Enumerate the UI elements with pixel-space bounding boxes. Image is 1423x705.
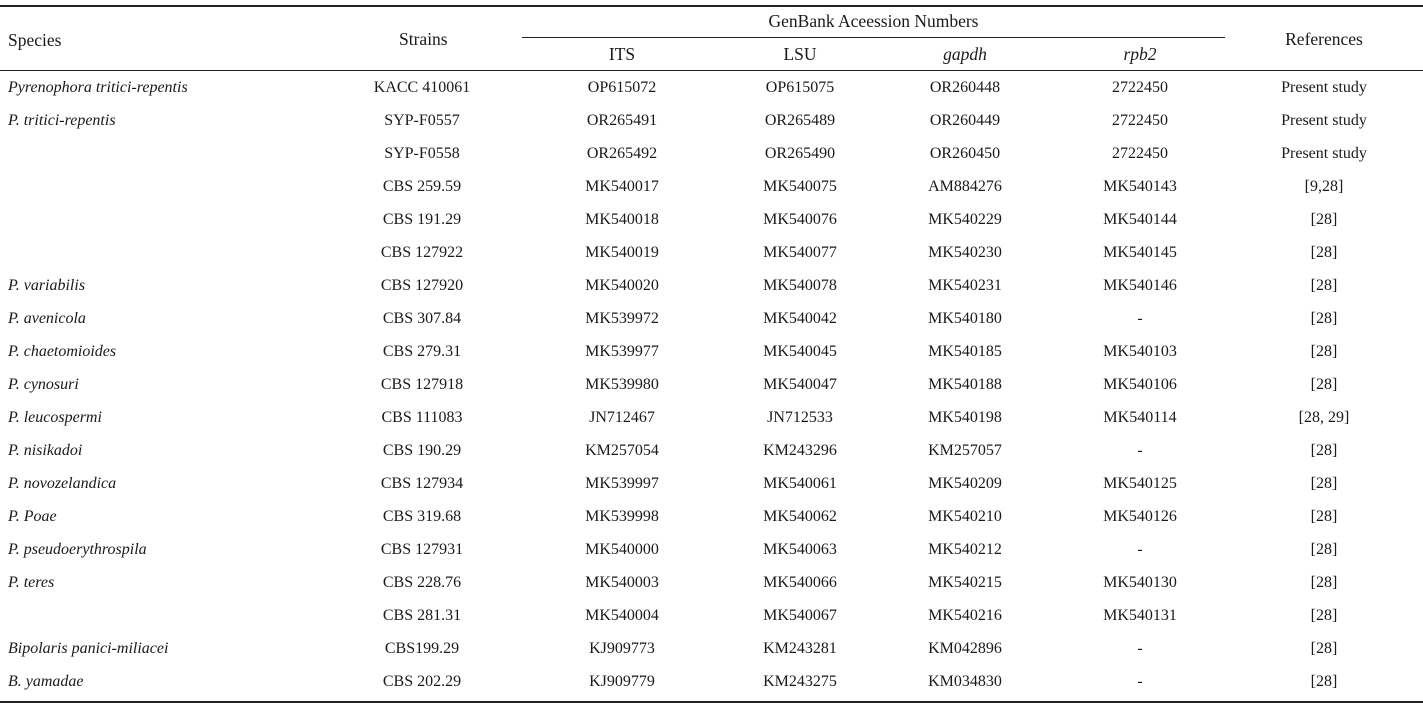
table-row [0, 369, 1423, 402]
bottom-rule [0, 701, 1423, 703]
cell-its: MK540003 [585, 574, 659, 591]
cell-rpb2: MK540126 [1103, 508, 1177, 525]
cell-lsu: OP615075 [765, 79, 835, 96]
header-strains: Strains [399, 29, 448, 49]
cell-species: P. cynosuri [8, 376, 79, 393]
cell-gapdh: MK540216 [928, 607, 1002, 624]
cell-gapdh: MK540198 [928, 409, 1002, 426]
cell-its: KJ909773 [589, 640, 655, 657]
cell-its: MK540000 [585, 541, 659, 558]
cell-rpb2: MK540143 [1103, 178, 1177, 195]
cell-rpb2: - [1137, 541, 1143, 558]
cell-lsu: JN712533 [767, 409, 833, 426]
table-row [0, 468, 1423, 501]
cell-gapdh: MK540230 [928, 244, 1002, 261]
cell-reference: [9,28] [1304, 178, 1344, 195]
cell-reference: [28] [1310, 244, 1338, 261]
cell-lsu: KM243275 [763, 673, 837, 690]
header-rpb2: rpb2 [1123, 44, 1157, 64]
table-row [0, 435, 1423, 468]
cell-rpb2: 2722450 [1112, 112, 1168, 129]
cell-rpb2: MK540103 [1103, 343, 1177, 360]
cell-species: B. yamadae [8, 673, 84, 690]
cell-gapdh: MK540210 [928, 508, 1002, 525]
cell-rpb2: - [1137, 442, 1143, 459]
cell-strain: CBS 279.31 [382, 343, 462, 360]
cell-gapdh: MK540209 [928, 475, 1002, 492]
cell-species: P. novozelandica [8, 475, 117, 492]
cell-lsu: MK540075 [763, 178, 837, 195]
cell-reference: [28, 29] [1298, 409, 1350, 426]
cell-reference: [28] [1310, 442, 1338, 459]
cell-rpb2: MK540146 [1103, 277, 1177, 294]
cell-species: P. tritici-repentis [8, 112, 116, 129]
cell-lsu: MK540078 [763, 277, 837, 294]
table-row [0, 633, 1423, 666]
cell-gapdh: MK540180 [928, 310, 1002, 327]
cell-rpb2: MK540144 [1103, 211, 1177, 228]
table-row [0, 171, 1423, 204]
cell-rpb2: 2722450 [1112, 79, 1168, 96]
cell-its: MK540004 [585, 607, 659, 624]
cell-gapdh: MK540212 [928, 541, 1002, 558]
cell-species: P. variabilis [8, 277, 86, 294]
table-row [0, 567, 1423, 600]
cell-rpb2: MK540130 [1103, 574, 1177, 591]
cell-strain: CBS 191.29 [382, 211, 462, 228]
cell-reference: [28] [1310, 673, 1338, 690]
cell-lsu: MK540076 [763, 211, 837, 228]
cell-lsu: KM243296 [763, 442, 837, 459]
cell-gapdh: OR260448 [929, 79, 1001, 96]
cell-reference: Present study [1281, 112, 1367, 129]
cell-reference: Present study [1281, 145, 1367, 162]
table-row [0, 336, 1423, 369]
cell-strain: CBS 281.31 [382, 607, 462, 624]
header-genbank: GenBank Aceession Numbers [768, 11, 979, 31]
table-row [0, 72, 1423, 105]
cell-its: OR265491 [586, 112, 658, 129]
cell-gapdh: AM884276 [928, 178, 1002, 195]
cell-reference: [28] [1310, 277, 1338, 294]
table-row [0, 303, 1423, 336]
cell-its: MK539997 [585, 475, 659, 492]
cell-reference: [28] [1310, 211, 1338, 228]
cell-species: Pyrenophora tritici-repentis [8, 79, 188, 96]
header-species: Species [8, 30, 62, 50]
header-its: ITS [608, 44, 636, 64]
cell-strain: CBS 307.84 [382, 310, 462, 327]
cell-species: P. nisikadoi [8, 442, 83, 459]
cell-species: Bipolaris panici-miliacei [8, 640, 169, 657]
table-row [0, 270, 1423, 303]
cell-strain: CBS 202.29 [382, 673, 462, 690]
cell-its: JN712467 [589, 409, 655, 426]
cell-lsu: MK540042 [763, 310, 837, 327]
cell-strain: CBS 190.29 [382, 442, 462, 459]
cell-reference: [28] [1310, 574, 1338, 591]
cell-gapdh: MK540229 [928, 211, 1002, 228]
cell-lsu: OR265489 [764, 112, 836, 129]
cell-lsu: MK540062 [763, 508, 837, 525]
cell-lsu: MK540061 [763, 475, 837, 492]
header-rule [0, 70, 1423, 71]
cell-strain: CBS 259.59 [382, 178, 462, 195]
cell-its: KJ909779 [589, 673, 655, 690]
table-row [0, 666, 1423, 699]
cell-reference: [28] [1310, 343, 1338, 360]
cell-strain: CBS 127934 [380, 475, 464, 492]
cell-gapdh: OR260450 [929, 145, 1001, 162]
cell-reference: [28] [1310, 640, 1338, 657]
cell-strain: CBS 228.76 [382, 574, 462, 591]
header-lsu: LSU [783, 44, 817, 64]
cell-strain: CBS 319.68 [382, 508, 462, 525]
cell-its: MK539977 [585, 343, 659, 360]
cell-gapdh: MK540231 [928, 277, 1002, 294]
cell-reference: [28] [1310, 310, 1338, 327]
cell-species: P. leucospermi [8, 409, 102, 426]
cell-rpb2: MK540125 [1103, 475, 1177, 492]
cell-gapdh: KM034830 [928, 673, 1002, 690]
cell-species: P. teres [8, 574, 55, 591]
cell-its: KM257054 [585, 442, 659, 459]
cell-its: MK540018 [585, 211, 659, 228]
cell-reference: [28] [1310, 508, 1338, 525]
cell-strain: CBS199.29 [384, 640, 460, 657]
cell-gapdh: KM257057 [928, 442, 1002, 459]
cell-rpb2: MK540114 [1103, 409, 1177, 426]
cell-rpb2: - [1137, 673, 1143, 690]
cell-strain: KACC 410061 [373, 79, 471, 96]
cell-gapdh: KM042896 [928, 640, 1002, 657]
cell-gapdh: MK540185 [928, 343, 1002, 360]
cell-species: P. pseudoerythrospila [8, 541, 147, 558]
cell-lsu: MK540063 [763, 541, 837, 558]
cell-reference: [28] [1310, 607, 1338, 624]
cell-lsu: MK540047 [763, 376, 837, 393]
cell-strain: CBS 127931 [380, 541, 464, 558]
cell-its: MK540017 [585, 178, 659, 195]
cell-strain: CBS 127922 [380, 244, 464, 261]
cell-gapdh: MK540188 [928, 376, 1002, 393]
cell-rpb2: - [1137, 640, 1143, 657]
table-row [0, 501, 1423, 534]
cell-strain: SYP-F0558 [384, 145, 460, 162]
cell-gapdh: MK540215 [928, 574, 1002, 591]
cell-rpb2: MK540106 [1103, 376, 1177, 393]
table-row [0, 204, 1423, 237]
cell-reference: Present study [1281, 79, 1367, 96]
cell-its: OP615072 [587, 79, 657, 96]
cell-its: MK540020 [585, 277, 659, 294]
cell-species: P. Poae [8, 508, 57, 525]
cell-rpb2: - [1137, 310, 1143, 327]
cell-lsu: MK540066 [763, 574, 837, 591]
genbank-rule [522, 37, 1225, 38]
cell-species: P. chaetomioides [8, 343, 117, 360]
cell-rpb2: 2722450 [1112, 145, 1168, 162]
cell-reference: [28] [1310, 475, 1338, 492]
cell-its: MK539998 [585, 508, 659, 525]
cell-lsu: MK540067 [763, 607, 837, 624]
cell-reference: [28] [1310, 541, 1338, 558]
table-row [0, 534, 1423, 567]
cell-strain: SYP-F0557 [384, 112, 460, 129]
table-row [0, 138, 1423, 171]
cell-species: P. avenicola [8, 310, 86, 327]
cell-rpb2: MK540145 [1103, 244, 1177, 261]
cell-its: OR265492 [586, 145, 658, 162]
table-body [0, 72, 1423, 699]
cell-its: MK540019 [585, 244, 659, 261]
cell-strain: CBS 127918 [380, 376, 464, 393]
table-row [0, 237, 1423, 270]
cell-gapdh: OR260449 [929, 112, 1001, 129]
cell-strain: CBS 127920 [380, 277, 464, 294]
cell-its: MK539972 [585, 310, 659, 327]
header-references: References [1285, 29, 1363, 49]
cell-strain: CBS 111083 [381, 409, 463, 426]
cell-lsu: MK540077 [763, 244, 837, 261]
cell-its: MK539980 [585, 376, 659, 393]
table-row [0, 600, 1423, 633]
top-rule [0, 5, 1423, 7]
cell-rpb2: MK540131 [1103, 607, 1177, 624]
header-gapdh: gapdh [943, 44, 987, 64]
cell-lsu: KM243281 [763, 640, 837, 657]
cell-reference: [28] [1310, 376, 1338, 393]
table-row [0, 105, 1423, 138]
table-row [0, 402, 1423, 435]
cell-lsu: OR265490 [764, 145, 836, 162]
cell-lsu: MK540045 [763, 343, 837, 360]
